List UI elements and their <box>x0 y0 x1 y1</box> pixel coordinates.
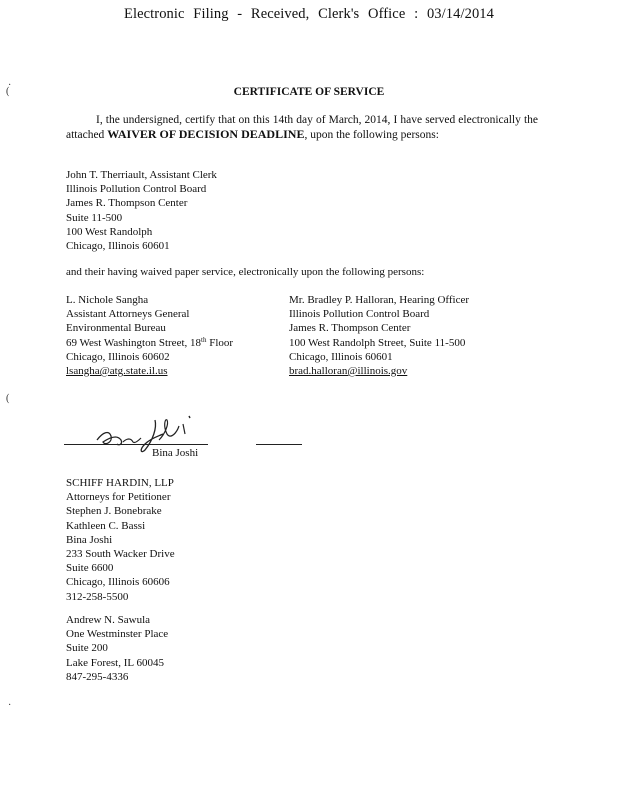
address-line: Suite 11-500 <box>66 211 123 224</box>
firm-line: Kathleen C. Bassi <box>66 519 146 532</box>
address-line: James R. Thompson Center <box>66 197 188 210</box>
firm-line: 312-258-5500 <box>66 590 129 603</box>
firm-line: Suite 6600 <box>66 562 114 575</box>
filing-header: Electronic Filing - Received, Clerk's Office : 03/14/2014 <box>123 6 495 22</box>
office-line: Suite 200 <box>66 642 108 655</box>
address-line: 100 West Randolph <box>66 225 153 238</box>
contact-line: L. Nichole Sangha <box>66 294 149 306</box>
certificate-title: CERTIFICATE OF SERVICE <box>233 86 385 98</box>
firm-line: 233 South Wacker Drive <box>66 548 175 561</box>
contact-line: Chicago, Illinois 60601 <box>289 350 393 363</box>
firm-line: Bina Joshi <box>66 533 113 546</box>
contact-line: Illinois Pollution Control Board <box>289 308 430 321</box>
intro-text-end: , upon the following persons: <box>304 129 439 141</box>
contact-street: 69 West Washington Street, 18th Floor <box>66 335 234 349</box>
right-contact <box>289 293 469 378</box>
firm-line: Chicago, Illinois 60606 <box>66 576 170 589</box>
signature-line-end <box>256 444 302 445</box>
margin-mark: ( <box>6 86 10 97</box>
office-line: Andrew N. Sawula <box>66 614 151 626</box>
second-office-block <box>66 613 168 684</box>
intro-text: I, the undersigned, certify that on this 14th day of March, 2014, I have served electronically the attached <box>66 114 538 141</box>
office-line: Lake Forest, IL 60045 <box>66 656 164 669</box>
firm-line: Attorneys for Petitioner <box>66 491 171 504</box>
contact-line: 100 West Randolph Street, Suite 11-500 <box>289 336 466 349</box>
margin-mark: · <box>8 700 12 711</box>
firm-block <box>66 476 175 604</box>
contact-line: Mr. Bradley P. Halloran, Hearing Officer <box>289 294 470 306</box>
firm-line: SCHIFF HARDIN, LLP <box>66 477 174 489</box>
document-name: WAIVER OF DECISION DEADLINE <box>107 127 305 141</box>
office-line: 847-295-4336 <box>66 670 129 683</box>
certification-paragraph <box>66 113 538 142</box>
contact-city: Chicago, Illinois 60602 <box>66 350 170 363</box>
contact-email-link[interactable]: lsangha@atg.state.il.us <box>66 365 168 378</box>
margin-mark: · <box>8 80 12 91</box>
service-statement: and their having waived paper service, electronically upon the following persons: <box>66 266 425 278</box>
left-contact <box>66 293 233 378</box>
office-line: One Westminster Place <box>66 628 169 641</box>
contact-line: Assistant Attorneys General <box>66 308 190 321</box>
signature-line <box>64 444 208 445</box>
firm-line: Stephen J. Bonebrake <box>66 505 162 518</box>
contact-email-link[interactable]: brad.halloran@illinois.gov <box>289 365 408 378</box>
address-line: Illinois Pollution Control Board <box>66 183 207 196</box>
contact-line: James R. Thompson Center <box>289 322 411 335</box>
contact-line: Environmental Bureau <box>66 322 166 335</box>
address-line: John T. Therriault, Assistant Clerk <box>66 169 217 181</box>
signer-name: Bina Joshi <box>152 447 199 459</box>
address-line: Chicago, Illinois 60601 <box>66 240 170 253</box>
margin-mark: ( <box>6 393 10 404</box>
recipient-address <box>66 168 217 253</box>
